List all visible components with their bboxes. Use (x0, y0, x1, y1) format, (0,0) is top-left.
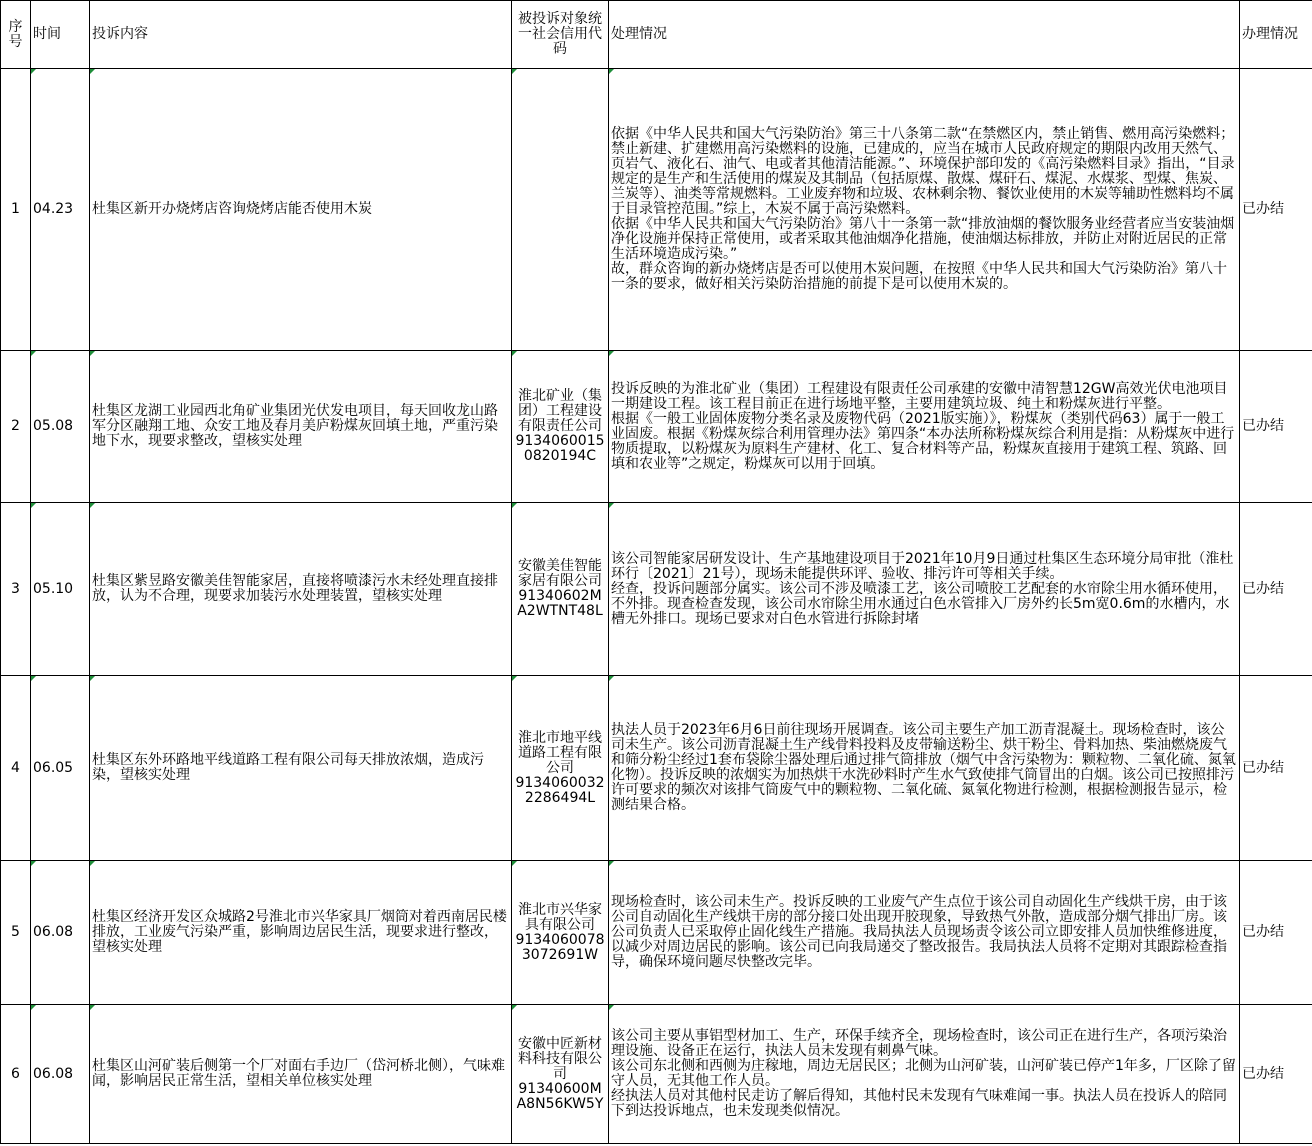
comment-marker (609, 861, 614, 866)
cell-date (31, 351, 90, 503)
comment-marker (31, 503, 36, 508)
handling-para: 该公司东北侧和西侧为庄稼地，周边无居民区；北侧为山河矿装，山河矿装已停产1年多，厂区除了留守人员，无其他工作人员。 (611, 1058, 1236, 1089)
comment-marker (31, 351, 36, 356)
date-text: 05.10 (33, 580, 74, 597)
date-text: 06.08 (33, 1065, 74, 1082)
cell-status: 已办结 (1240, 676, 1312, 861)
cell-handling (609, 69, 1240, 351)
cell-code (512, 1005, 609, 1144)
table-row (1, 676, 1312, 861)
org-name: 淮北市地平线道路工程有限公司 (518, 729, 602, 776)
comment-marker (512, 503, 517, 508)
cell-code (512, 676, 609, 861)
cell-date (31, 676, 90, 861)
handling-para: 经执法人员对其他村民走访了解后得知，其他村民未发现有气味难闻一事。执法人员在投诉人的陪同下到达投诉地点，也未发现类似情况。 (611, 1088, 1227, 1119)
comment-marker (512, 1005, 517, 1010)
handling-para: 现场检查时，该公司未生产。投诉反映的工业废气产生点位于该公司自动固化生产线烘干房，由于该公司自动固化生产线烘干房的部分接口处出现开胶现象，导致热气外散，造成部分烟气排出厂房。该公司负责人已采取停止固化线生产措施。我局执法人员现场责令该公司立即安排人员加快维修进度，以减少对周边居民的影响。该公司已向我局递交了整改报告。我局执法人员将不定期对其跟踪检查指导，确保环境问题尽快整改完毕。 (611, 894, 1227, 970)
content-text: 杜集区山河矿装后侧第一个厂对面右手边厂（岱河桥北侧），气味难闻，影响居民正常生活，望相关单位核实处理 (92, 1058, 505, 1089)
comment-marker (90, 69, 95, 74)
handling-para: 该公司主要从事铝型材加工、生产，环保手续齐全，现场检查时，该公司正在进行生产，各项污染治理设施、设备正在运行，执法人员未发现有刺鼻气味。 (611, 1028, 1227, 1059)
cell-content (90, 503, 512, 676)
handling-para: 故，群众咨询的新办烧烤店是否可以使用木炭问题，在按照《中华人民共和国大气污染防治》第八十一条的要求，做好相关污染防治措施的前提下是可以使用木炭的。 (611, 261, 1227, 292)
cell-code (512, 351, 609, 503)
credit-code: 91340600783072691W (515, 931, 605, 963)
cell-date (31, 1005, 90, 1144)
comment-marker (512, 351, 517, 356)
cell-date (31, 861, 90, 1005)
content-text: 杜集区新开办烧烤店咨询烧烤店能否使用木炭 (92, 201, 372, 217)
comment-marker (31, 861, 36, 866)
cell-status: 已办结 (1240, 69, 1312, 351)
org-name: 淮北矿业（集团）工程建设有限责任公司 (518, 388, 602, 434)
org-name: 安徽美佳智能家居有限公司 (518, 558, 602, 589)
comment-marker (90, 1005, 95, 1010)
date-text: 06.08 (33, 924, 74, 940)
cell-no: 3 (1, 503, 31, 676)
comment-marker (609, 676, 614, 681)
cell-handling (609, 861, 1240, 1005)
credit-code: 91340600MA8N56KW5Y (516, 1080, 604, 1112)
cell-handling (609, 503, 1240, 676)
comment-marker (90, 503, 95, 508)
cell-content (90, 676, 512, 861)
comment-marker (31, 676, 36, 681)
comment-marker (609, 351, 614, 356)
cell-handling (609, 676, 1240, 861)
handling-para: 根据《一般工业固体废物分类名录及废物代码（2021版实施）》，粉煤灰（类别代码63）属于一般工业固废。根据《粉煤灰综合利用管理办法》第四条“本办法所称粉煤灰综合利用是指：从粉煤灰中进行物质提取，以粉煤灰为原料生产建材、化工、复合材料等产品，粉煤灰直接用于建筑工程、筑路、回填和农业等”之规定，粉煤灰可以用于回填。 (611, 410, 1235, 472)
date-text: 06.05 (33, 759, 74, 776)
cell-status: 已办结 (1240, 503, 1312, 676)
comment-marker (609, 1005, 614, 1010)
table-row (1, 351, 1312, 503)
table-row (1, 69, 1312, 351)
header-date: 时间 (31, 1, 90, 69)
cell-content (90, 351, 512, 503)
table-row (1, 1005, 1312, 1144)
org-name: 安徽中匠新材料科技有限公司 (518, 1035, 602, 1082)
cell-content (90, 69, 512, 351)
header-no: 序号 (1, 1, 31, 69)
handling-para: 执法人员于2023年6月6日前往现场开展调查。该公司主要生产加工沥青混凝土。现场检查时，该公司未生产。该公司沥青混凝土生产线骨料投料及皮带输送粉尘、烘干粉尘、骨料加热、柴油燃烧废气和筛分粉尘经过1套布袋除尘器处理后通过排气筒排放（烟气中含污染物为：颗粒物、二氧化硫、氮氧化物）。投诉反映的浓烟实为加热烘干水洗砂料时产生水气致使排气筒冒出的白烟。该公司已按照排污许可要求的频次对该排气筒废气中的颗粒物、二氧化硫、氮氧化物进行检测，根据检测报告显示，检测结果合格。 (611, 722, 1236, 813)
handling-para: 投诉反映的为淮北矿业（集团）工程建设有限责任公司承建的安徽中清智慧12GW高效光伏电池项目一期建设工程。该工程目前正在进行场地平整，主要用建筑垃圾、纯土和粉煤灰进行平整。 (611, 380, 1228, 412)
cell-handling (609, 351, 1240, 503)
date-text: 04.23 (33, 201, 74, 217)
cell-no: 1 (1, 69, 31, 351)
content-text: 杜集区龙湖工业园西北角矿业集团光伏发电项目，每天回收龙山路军分区融翔工地、众安工地及春月美庐粉煤灰回填土地，严重污染地下水，现要求整改，望核实处理 (92, 403, 498, 449)
handling-para: 该公司智能家居研发设计、生产基地建设项目于2021年10月9日通过杜集区生态环境分局审批（淮杜环行〔2021〕21号），现场未能提供环评、验收、排污许可等相关手续。 (611, 550, 1234, 582)
date-text: 05.08 (33, 418, 74, 434)
header-status: 办理情况 (1240, 1, 1312, 69)
table-row (1, 861, 1312, 1005)
credit-code: 91340600322286494L (515, 774, 605, 806)
cell-no: 6 (1, 1005, 31, 1144)
comment-marker (512, 676, 517, 681)
header-code: 被投诉对象统一社会信用代码 (512, 1, 609, 69)
content-text: 杜集区经济开发区众城路2号淮北市兴华家具厂烟筒对着西南居民楼排放，工业废气污染严重，影响周边居民生活，现要求进行整改，望核实处理 (92, 909, 507, 955)
credit-code: 91340600150820194C (515, 433, 605, 464)
header-row (1, 1, 1312, 69)
cell-code (512, 503, 609, 676)
comment-marker (31, 1005, 36, 1010)
comment-marker (31, 69, 36, 74)
content-text: 杜集区东外环路地平线道路工程有限公司每天排放浓烟，造成污染，望核实处理 (92, 752, 484, 783)
cell-status: 已办结 (1240, 1005, 1312, 1144)
cell-no: 4 (1, 676, 31, 861)
cell-content (90, 861, 512, 1005)
cell-content (90, 1005, 512, 1144)
cell-no: 5 (1, 861, 31, 1005)
cell-no: 2 (1, 351, 31, 503)
cell-code (512, 69, 609, 351)
comment-marker (90, 676, 95, 681)
header-content: 投诉内容 (90, 1, 512, 69)
handling-para: 依据《中华人民共和国大气污染防治》第三十八条第二款“在禁燃区内，禁止销售、燃用高污染燃料；禁止新建、扩建燃用高污染燃料的设施，已建成的，应当在城市人民政府规定的期限内改用天然气、页岩气、液化石、油气、电或者其他清洁能源。”、环境保护部印发的《高污染燃料目录》指出，“目录规定的是生产和生活使用的煤炭及其制品（包括原煤、散煤、煤矸石、煤泥、水煤浆、型煤、焦炭、兰炭等）、油类等常规燃料。工业废弃物和垃圾、农林剩余物、餐饮业使用的木炭等辅助性燃料均不属于目录管控范围。”综上，木炭不属于高污染燃料。 (611, 126, 1235, 217)
cell-status: 已办结 (1240, 351, 1312, 503)
comment-marker (90, 351, 95, 356)
table-row (1, 503, 1312, 676)
cell-handling (609, 1005, 1240, 1144)
content-text: 杜集区紫昱路安徽美佳智能家居，直接将喷漆污水未经处理直接排放，认为不合理，现要求加装污水处理装置，望核实处理 (92, 573, 498, 604)
comment-marker (609, 69, 614, 74)
cell-status: 已办结 (1240, 861, 1312, 1005)
header-handling: 处理情况 (609, 1, 1240, 69)
handling-para: 经查，投诉问题部分属实。该公司不涉及喷漆工艺，该公司喷胶工艺配套的水帘除尘用水循环使用，不外排。现查检查发现，该公司水帘除尘用水通过白色水管排入厂房外约长5m宽0.6m的水槽内，水槽无外排口。现场已要求对白色水管进行拆除封堵 (611, 580, 1230, 627)
cell-code (512, 861, 609, 1005)
handling-para: 依据《中华人民共和国大气污染防治》第八十一条第一款“排放油烟的餐饮服务业经营者应当安装油烟净化设施并保持正常使用，或者采取其他油烟净化措施，使油烟达标排放，并防止对附近居民的正常生活环境造成污染。” (611, 216, 1235, 262)
credit-code: 91340602MA2WTNT48L (517, 588, 603, 619)
cell-date (31, 69, 90, 351)
comment-marker (609, 503, 614, 508)
cell-date (31, 503, 90, 676)
comment-marker (512, 861, 517, 866)
org-name: 淮北市兴华家具有限公司 (518, 901, 602, 933)
comment-marker (90, 861, 95, 866)
comment-marker (512, 69, 517, 74)
